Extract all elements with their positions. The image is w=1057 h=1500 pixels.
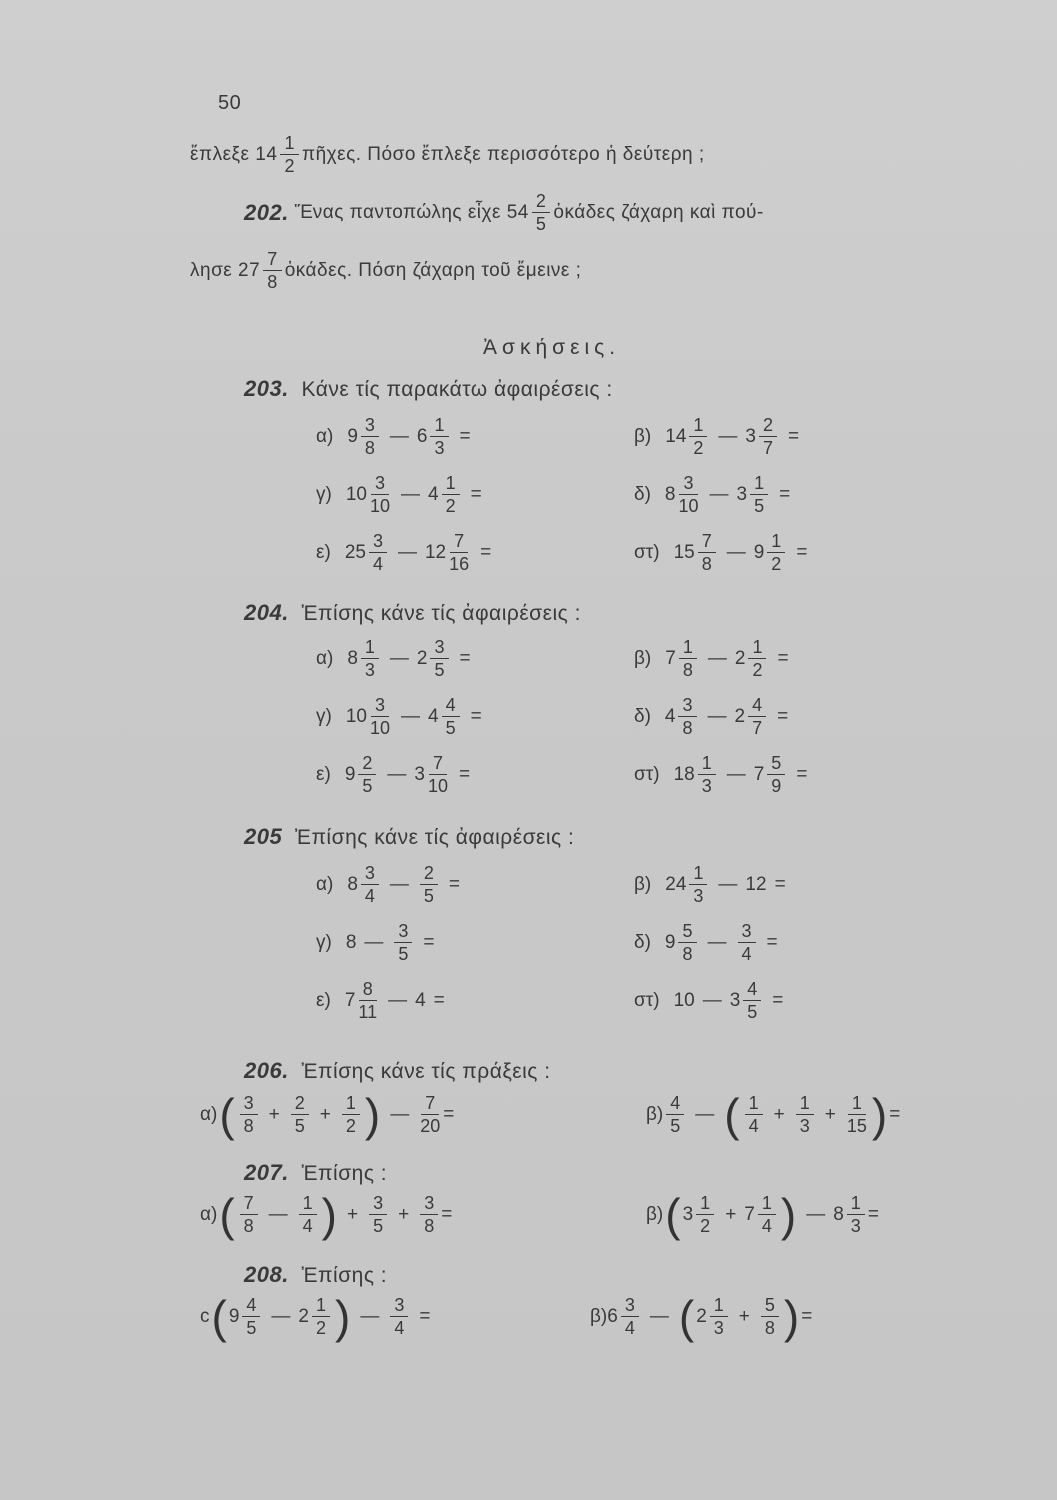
whole-number: 9 bbox=[228, 1305, 240, 1327]
equals: = bbox=[419, 1305, 431, 1327]
exercise-item bbox=[634, 472, 798, 517]
operator: — bbox=[702, 989, 722, 1011]
whole-number: 6 bbox=[607, 1305, 618, 1327]
whole-number: 3 bbox=[414, 763, 425, 785]
exercise-207b bbox=[646, 1188, 879, 1241]
equals: = bbox=[889, 1103, 901, 1125]
line1-post: πῆχες. Πόσο ἔπλεξε περισσότερο ἡ δεύτερη ; bbox=[301, 143, 705, 165]
whole-number: 3 bbox=[729, 989, 741, 1011]
fraction: 1 2 bbox=[312, 1294, 330, 1339]
whole-number: 25 bbox=[344, 541, 366, 563]
exercise-item bbox=[316, 636, 479, 681]
whole-number: 15 bbox=[673, 541, 695, 563]
problem-number: 207. bbox=[244, 1160, 289, 1185]
exercise-item bbox=[316, 862, 468, 907]
operator: — bbox=[388, 989, 408, 1011]
problem-204-title bbox=[244, 600, 581, 626]
exercise-206b bbox=[646, 1088, 901, 1141]
problem-202 bbox=[244, 190, 764, 235]
exercise-item bbox=[634, 920, 786, 965]
operator: — bbox=[695, 1103, 715, 1125]
exercise-item bbox=[316, 752, 478, 797]
fraction: $\frac{1}{2}$ bbox=[767, 530, 785, 575]
page-number: 50 bbox=[218, 92, 242, 114]
whole-number: 2 bbox=[298, 1305, 309, 1327]
fraction: 1 3 bbox=[689, 862, 707, 907]
left-paren: ( bbox=[211, 1290, 227, 1343]
exercise-item bbox=[634, 636, 797, 681]
fraction: 3 4 bbox=[369, 530, 387, 575]
exercise-item bbox=[634, 694, 796, 739]
problem-text: Ἐπίσης : bbox=[301, 1162, 388, 1185]
exercise-label: β) bbox=[590, 1305, 608, 1327]
right-paren: ) bbox=[335, 1290, 351, 1343]
whole-number: 9 bbox=[664, 931, 676, 953]
text-line-3 bbox=[190, 248, 581, 293]
whole-number: 4 bbox=[415, 989, 426, 1011]
fraction: 1 3 bbox=[710, 1294, 728, 1339]
exercise-label: στ) bbox=[634, 763, 660, 785]
whole-number: 10 bbox=[345, 705, 367, 727]
operator: — bbox=[707, 931, 727, 953]
equals: = bbox=[470, 705, 482, 727]
exercise-label: δ) bbox=[634, 705, 651, 727]
problem-number: 203. bbox=[244, 376, 289, 401]
exercise-item bbox=[634, 530, 815, 575]
operator: + bbox=[824, 1103, 836, 1125]
operator: — bbox=[718, 873, 738, 895]
fraction: 4 5 bbox=[242, 1294, 260, 1339]
fraction: 1 2 bbox=[696, 1192, 714, 1237]
operator: — bbox=[726, 763, 746, 785]
whole-number: 2 bbox=[734, 647, 746, 669]
operator: + bbox=[268, 1103, 280, 1125]
fraction: 1 4 bbox=[758, 1192, 776, 1237]
operator: — bbox=[389, 425, 409, 447]
exercise-label: β) bbox=[634, 425, 652, 447]
exercise-label: δ) bbox=[634, 931, 651, 953]
whole-number: 4 bbox=[664, 705, 676, 727]
exercise-label: α) bbox=[316, 873, 334, 895]
equals: = bbox=[796, 763, 808, 785]
exercise-item bbox=[316, 414, 479, 459]
fraction: $\frac{3}{4}$ bbox=[390, 1294, 408, 1339]
whole-number: 18 bbox=[673, 763, 695, 785]
whole-number: 8 bbox=[664, 483, 676, 505]
equals: = bbox=[433, 989, 445, 1011]
equals: = bbox=[774, 873, 786, 895]
p202-post: ὀκάδες ζάχαρη καὶ πού- bbox=[553, 201, 764, 223]
fraction: 3 8 bbox=[240, 1092, 258, 1137]
whole-number: 3 bbox=[745, 425, 756, 447]
exercise-label: στ) bbox=[634, 989, 660, 1011]
operator: — bbox=[726, 541, 746, 563]
fraction: $\frac{4}{7}$ bbox=[748, 694, 766, 739]
operator: — bbox=[401, 483, 420, 505]
whole-number: 9 bbox=[753, 541, 765, 563]
exercise-label: α) bbox=[316, 647, 334, 669]
p202-pre: Ἕνας παντοπώλης εἶχε 54 bbox=[294, 201, 529, 223]
operator: — bbox=[709, 483, 729, 505]
right-paren: ) bbox=[364, 1088, 381, 1141]
fraction: $\frac{3}{5}$ bbox=[430, 636, 448, 681]
whole-number: 10 bbox=[673, 989, 695, 1011]
fraction: 2 5 bbox=[358, 752, 376, 797]
fraction: 3 4 bbox=[361, 862, 379, 907]
right-paren: ) bbox=[321, 1188, 337, 1241]
fraction: $\frac{1}{5}$ bbox=[750, 472, 768, 517]
whole-number: 10 bbox=[345, 483, 367, 505]
whole-number: 24 bbox=[665, 873, 687, 895]
equals: = bbox=[772, 989, 784, 1011]
equals: = bbox=[766, 931, 778, 953]
fraction: $\frac{1}{15}$ bbox=[846, 1093, 867, 1136]
operator: — bbox=[387, 763, 407, 785]
problem-207-title bbox=[244, 1160, 387, 1186]
fraction: 1 3 bbox=[698, 752, 716, 797]
left-paren: ( bbox=[678, 1290, 695, 1343]
operator: — bbox=[649, 1305, 669, 1327]
section-heading: Ἀσκήσεις. bbox=[483, 336, 621, 359]
problem-number: 205 bbox=[244, 824, 283, 849]
equals: = bbox=[470, 483, 482, 505]
problem-203-title bbox=[244, 376, 613, 402]
problem-208-title bbox=[244, 1262, 387, 1288]
exercise-item bbox=[316, 694, 490, 739]
operator: — bbox=[806, 1203, 826, 1225]
whole-number: 8 bbox=[347, 647, 358, 669]
exercise-label: c bbox=[200, 1305, 210, 1327]
fraction: $\frac{3}{5}$ bbox=[394, 920, 412, 965]
fraction: $\frac{7}{20}$ bbox=[420, 1093, 441, 1136]
fraction: 1 8 bbox=[679, 636, 697, 681]
equals: = bbox=[448, 873, 461, 895]
equals: = bbox=[779, 483, 791, 505]
problem-text: Ἐπίσης κάνε τίς πράξεις : bbox=[301, 1060, 551, 1083]
operator: — bbox=[271, 1305, 291, 1327]
fraction: $\frac{2}{5}$ bbox=[291, 1092, 309, 1137]
problem-number: 206. bbox=[244, 1058, 289, 1083]
exercise-label: β) bbox=[634, 873, 652, 895]
fraction: 3 10 bbox=[369, 695, 390, 738]
whole-number: 8 bbox=[347, 873, 358, 895]
fraction: 1 2 bbox=[689, 414, 707, 459]
problem-205-title bbox=[244, 824, 574, 850]
exercise-208a bbox=[200, 1290, 438, 1343]
problem-text: Κάνε τίς παρακάτω ἀφαιρέσεις : bbox=[301, 378, 613, 401]
problem-number: 208. bbox=[244, 1262, 289, 1287]
whole-number: 2 bbox=[696, 1305, 707, 1327]
whole-number: 3 bbox=[682, 1203, 694, 1225]
fraction: $\frac{2}{7}$ bbox=[759, 414, 777, 459]
fraction: 3 10 bbox=[369, 473, 390, 516]
exercise-206a bbox=[200, 1088, 455, 1141]
exercise-label: β) bbox=[646, 1203, 664, 1225]
exercise-207a bbox=[200, 1188, 453, 1241]
exercise-208b bbox=[590, 1290, 813, 1343]
fraction: $\frac{3}{5}$ bbox=[369, 1192, 387, 1237]
equals: = bbox=[788, 425, 800, 447]
problem-number: 202. bbox=[244, 199, 289, 225]
operator: — bbox=[389, 873, 409, 895]
operator: + bbox=[725, 1203, 737, 1225]
exercise-item bbox=[634, 862, 794, 907]
equals: = bbox=[441, 1203, 453, 1225]
fraction: $\frac{4}{5}$ bbox=[442, 694, 460, 739]
fraction: $\frac{1}{3}$ bbox=[847, 1192, 865, 1237]
exercise-label: α) bbox=[316, 425, 334, 447]
whole-number: 2 bbox=[734, 705, 746, 727]
fraction: 3 8 bbox=[361, 414, 379, 459]
fraction: $\frac{2}{5}$ bbox=[420, 862, 438, 907]
whole-number: 7 bbox=[744, 1203, 755, 1225]
exercise-label: β) bbox=[646, 1103, 664, 1125]
fraction: $\frac{5}{8}$ bbox=[761, 1294, 779, 1339]
fraction: $\frac{4}{5}$ bbox=[743, 978, 761, 1023]
left-paren: ( bbox=[219, 1188, 235, 1241]
left-paren: ( bbox=[665, 1188, 681, 1241]
whole-number: 9 bbox=[347, 425, 358, 447]
fraction: 1 3 bbox=[361, 636, 379, 681]
fraction: $\frac{5}{9}$ bbox=[767, 752, 785, 797]
fraction: 1 4 bbox=[299, 1192, 317, 1237]
whole-number: 12 bbox=[424, 541, 447, 563]
exercise-label: δ) bbox=[634, 483, 651, 505]
problem-text: Ἐπίσης κάνε τίς ἀφαιρέσεις : bbox=[294, 826, 575, 849]
equals: = bbox=[459, 425, 471, 447]
equals: = bbox=[443, 1103, 455, 1125]
fraction: $\frac{3}{8}$ bbox=[420, 1192, 438, 1237]
fraction: 3 10 bbox=[678, 473, 699, 516]
exercise-item bbox=[316, 920, 443, 965]
equals: = bbox=[796, 541, 808, 563]
operator: — bbox=[364, 931, 384, 953]
fraction: 3 8 bbox=[678, 694, 696, 739]
operator: + bbox=[773, 1103, 785, 1125]
right-paren: ) bbox=[783, 1290, 800, 1343]
line1-pre: ἔπλεξε 14 bbox=[190, 143, 278, 165]
equals: = bbox=[867, 1203, 879, 1225]
fraction: 7 8 bbox=[240, 1192, 258, 1237]
whole-number: 6 bbox=[416, 425, 428, 447]
exercise-item bbox=[634, 414, 807, 459]
fraction: $\frac{1}{2}$ bbox=[442, 472, 460, 517]
operator: — bbox=[360, 1305, 380, 1327]
exercise-item bbox=[634, 752, 815, 797]
whole-number: 4 bbox=[428, 483, 439, 505]
whole-number: 2 bbox=[416, 647, 428, 669]
exercise-label: γ) bbox=[316, 931, 332, 953]
equals: = bbox=[777, 705, 789, 727]
equals: = bbox=[480, 541, 492, 563]
fraction: 1 2 bbox=[280, 132, 299, 177]
fraction: 4 5 bbox=[666, 1092, 684, 1137]
whole-number: 12 bbox=[745, 873, 767, 895]
whole-number: 4 bbox=[428, 705, 439, 727]
whole-number: 14 bbox=[665, 425, 687, 447]
problem-text: Ἐπίσης κάνε τίς ἀφαιρέσεις : bbox=[301, 602, 581, 625]
line3-post: ὀκάδες. Πόση ζάχαρη τοῦ ἔμεινε ; bbox=[284, 259, 582, 281]
problem-206-title bbox=[244, 1058, 551, 1084]
fraction: $\frac{7}{10}$ bbox=[427, 753, 449, 796]
whole-number: 3 bbox=[736, 483, 748, 505]
exercise-item bbox=[316, 978, 453, 1023]
line3-pre: λησε 27 bbox=[190, 259, 261, 281]
fraction: $\frac{3}{4}$ bbox=[738, 920, 756, 965]
exercise-item bbox=[316, 472, 490, 517]
whole-number: 7 bbox=[665, 647, 676, 669]
operator: + bbox=[347, 1203, 359, 1225]
fraction: 8 11 bbox=[358, 979, 378, 1022]
whole-number: 7 bbox=[753, 763, 765, 785]
operator: — bbox=[401, 705, 420, 727]
problem-number: 204. bbox=[244, 600, 289, 625]
right-paren: ) bbox=[871, 1088, 888, 1141]
fraction: 7 8 bbox=[698, 530, 716, 575]
operator: — bbox=[390, 1103, 410, 1125]
fraction: 7 8 bbox=[263, 248, 282, 293]
operator: — bbox=[268, 1203, 288, 1225]
fraction: 2 5 bbox=[532, 190, 551, 235]
equals: = bbox=[423, 931, 435, 953]
exercise-label: ε) bbox=[316, 763, 331, 785]
left-paren: ( bbox=[219, 1088, 235, 1141]
whole-number: 7 bbox=[344, 989, 356, 1011]
exercise-label: γ) bbox=[316, 483, 332, 505]
fraction: $\frac{1}{2}$ bbox=[748, 636, 766, 681]
whole-number: 8 bbox=[345, 931, 357, 953]
operator: + bbox=[398, 1203, 410, 1225]
fraction: 5 8 bbox=[678, 920, 696, 965]
left-paren: ( bbox=[724, 1088, 740, 1141]
exercise-label: ε) bbox=[316, 989, 331, 1011]
operator: + bbox=[738, 1305, 750, 1327]
text-line-1 bbox=[190, 132, 705, 177]
exercise-label: γ) bbox=[316, 705, 332, 727]
operator: + bbox=[319, 1103, 331, 1125]
problem-text: Ἐπίσης : bbox=[301, 1264, 388, 1287]
fraction: $\frac{1}{3}$ bbox=[430, 414, 448, 459]
exercise-label: β) bbox=[634, 647, 652, 669]
equals: = bbox=[777, 647, 789, 669]
operator: — bbox=[707, 647, 727, 669]
equals: = bbox=[801, 1305, 813, 1327]
operator: — bbox=[707, 705, 727, 727]
equals: = bbox=[459, 647, 471, 669]
whole-number: 8 bbox=[833, 1203, 844, 1225]
operator: — bbox=[389, 647, 409, 669]
equals: = bbox=[459, 763, 471, 785]
fraction: $\frac{7}{16}$ bbox=[449, 531, 470, 574]
exercise-label: α) bbox=[200, 1203, 218, 1225]
fraction: $\frac{1}{3}$ bbox=[796, 1092, 814, 1137]
exercise-label: α) bbox=[200, 1103, 218, 1125]
exercise-item bbox=[316, 530, 499, 575]
fraction: 1 4 bbox=[745, 1092, 763, 1137]
fraction: $\frac{1}{2}$ bbox=[342, 1092, 360, 1137]
exercise-item bbox=[634, 978, 791, 1023]
right-paren: ) bbox=[780, 1188, 797, 1241]
operator: — bbox=[397, 541, 417, 563]
whole-number: 9 bbox=[344, 763, 356, 785]
exercise-label: ε) bbox=[316, 541, 331, 563]
fraction: 3 4 bbox=[621, 1294, 639, 1339]
operator: — bbox=[718, 425, 738, 447]
exercise-label: στ) bbox=[634, 541, 660, 563]
